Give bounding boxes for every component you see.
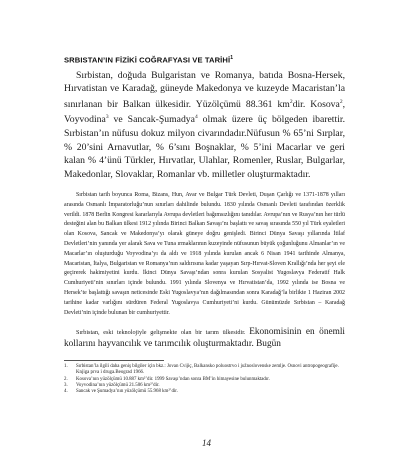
page-number: 14 [202, 438, 211, 448]
page-content [64, 0, 345, 395]
history-text: Sırbistan tarih boyunca Roma, Bizans, Hun, Avar ve Bulgar Türk Devleti, Duşan Çarlığı ve 1371-1878 yılları arasında Osmanlı İmparatorluğu’nun sınırları dahilinde bulundu. 1830 yılında Osmanlı Devleti tarafından özerklik verildi. 1878 Berlin Kongresi kararlarıyla Avrupa devletleri bağımsızlığını tanıdılar. Avrupa’nın ve Rusya’nın her türlü desteğini alan bu Balkan ülkesi 1912 yılında Birinci Balkan Savaşı’nı başlattı ve savaş sırasında 550 yıl Türk eyaletleri olan Kosova, Sancak ve Makedonya’yı olarak güneye doğru genişledi. Birinci Dünya Savaşı yıllarında İtilaf Devletleri’nin yanında yer alarak Sava ve Tuna ırmaklarının kuzeyinde nüfusunun büyük çoğunluğunu Almanlar’ın ve Macarlar’ın oluşturduğu Voyvodina’yı da aldı ve 1918 yılında kurulan ancak 6 Nisan 1941 tarihinde Almanya, Macaristan, İtalya, Bulgaristan ve Romanya’nın saldırısına kadar yaşayan Sırp-Hırvat-Sloven Krallığı’nda her şeyi ele geçirerek hakimiyetini kurdu. İkinci Dünya Savaşı’ndan sonra kurulan Sosyalist Yugoslavya Federatif Halk Cumhuriyeti’nin sınırları içinde bulundu. 1991 yılında Slovenya ve Hırvatistan’da, 1992 yılında ise Bosna ve Hersek’te başlattığı savaşın neticesinde Eski Yugoslavya’nın dağılmasından sonra Karadağ’la birlikte 1 Haziran 2002 tarihine kadar varlığını sürdüren Federal Yugoslavya Cumhuriyeti’ni kurdu. Günümüzde Sırbistan – Karadağ Devleti’nin içinde bulunan bir cumhuriyettir. [64, 192, 345, 316]
footnote-text: Voyvodina’nın yüzölçümü 21.506 km²’dir. [76, 382, 160, 388]
economy-text-large: Ekonomisinin en önemli kollarını hayvancılık ve tarımcılık oluşturmaktadır. Bugün [64, 327, 345, 349]
footnote-number: 4. [64, 389, 68, 395]
intro-text: olmak üzere üç bölgeden ibarettir. Sırbistan’ın nüfusu dokuz milyon civarındadır.Nüfusun % 65’ni Sırplar, % 20’sini Arnavutlar, % 6’sını Boşnaklar, % 5’ini Macarlar ve geri kalan % 4’ünü Türkler, Hırvatlar, Ulahlar, Romenler, Ruslar, Bulgarlar, Makedonlar, Slovaklar, Romanlar vb. milletler oluşturmaktadır. [64, 114, 345, 180]
footnote-marker: 2 [339, 98, 343, 105]
footnote-number: 3. [64, 382, 68, 388]
footnotes [64, 364, 345, 395]
intro-text: , Voyvodina [64, 98, 345, 126]
intro-superscript: 2 [289, 98, 293, 105]
footnote [64, 389, 345, 395]
footnote-text: Sancak ve Şumadya’nın yüzölçümü 55.968 km²’dir. [76, 389, 178, 395]
footnote-number: 2. [64, 376, 68, 382]
intro-text: dir. Kosova [292, 98, 340, 110]
history-paragraph [64, 191, 345, 318]
footnote [64, 364, 345, 377]
footnote-marker: 3 [105, 114, 109, 121]
intro-text: ve Sancak-Şumadya [108, 114, 195, 126]
footnote-marker: 4 [194, 114, 198, 121]
footnote-text: Kosova’nın yüzölçümü 10.887 km²’dir. 1999 Savaşı’ndan sonra BM’in himayesine bulunmaktadır. [76, 376, 270, 382]
section-heading [64, 55, 345, 65]
economy-paragraph [64, 327, 345, 350]
heading-footnote-marker: 1 [230, 55, 234, 61]
footnote-number: 1. [64, 363, 68, 369]
section-title: SRBISTAN’IN FİZİKİ COĞRAFYASI VE TARİHİ [64, 55, 231, 65]
footnote-text: Sırbistan’la ilgili daha geniş bilgiler için bkz.: Jovan Cvijiç, Balkansko poluostrvo i južnoslovenske zemlje. Osnovi antropogeografije. Knjiga prva i druga.Beograd 1966. [76, 363, 339, 376]
economy-text-small: Sırbistan, eski teknolojiyle gelişmekte olan bir tarım ülkesidir. [76, 329, 250, 337]
intro-text: Sırbistan, doğuda Bulgaristan ve Romanya, batıda Bosna-Hersek, Hırvatistan ve Karadağ, güneyde Makedonya ve kuzeyde Macaristan’la sınırlanan bir Balkan ülkesidir. Yüzölçümü 88.361 km [64, 69, 345, 110]
intro-paragraph [64, 69, 345, 181]
footnote-divider [64, 360, 164, 361]
